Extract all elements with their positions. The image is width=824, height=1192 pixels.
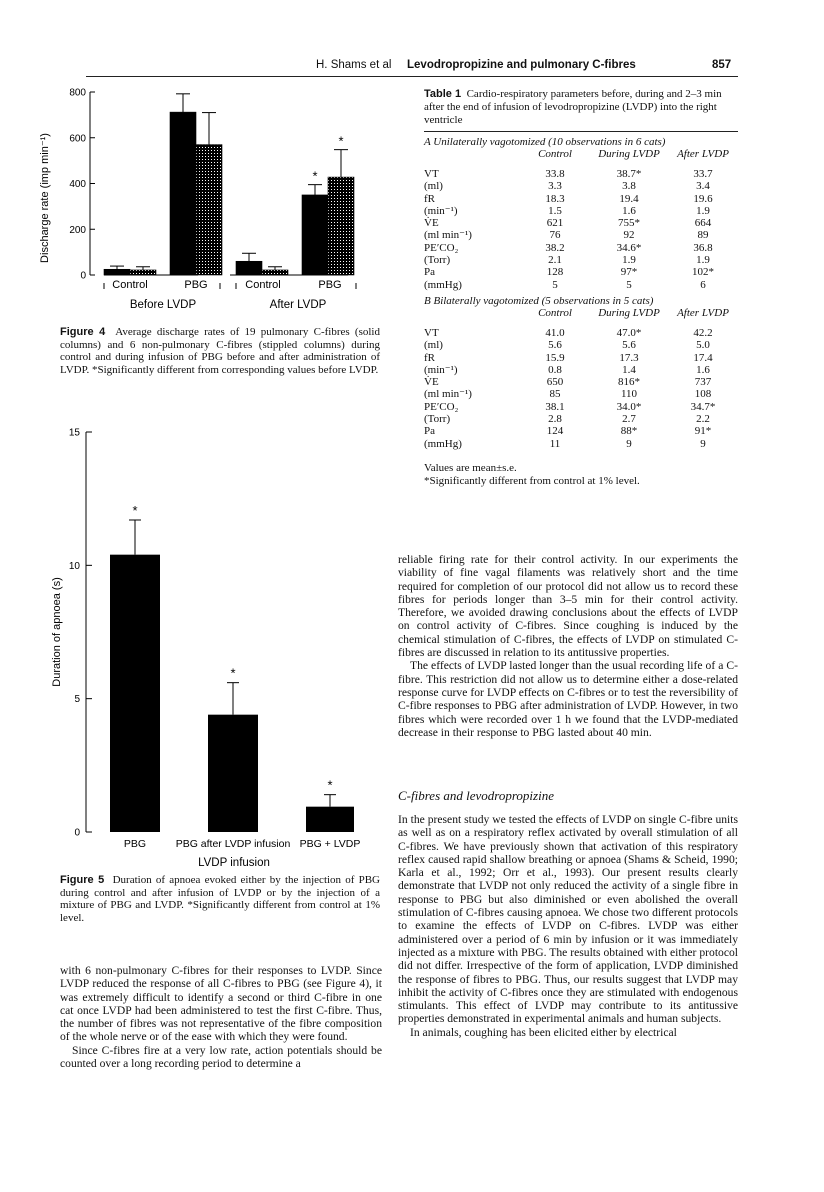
table-cell: 41.0 xyxy=(545,326,565,339)
table-1-notes xyxy=(424,462,738,488)
table-row xyxy=(424,217,738,229)
column-header-control: Control xyxy=(538,306,572,319)
figure-4-caption-label: Figure 4 xyxy=(60,326,106,338)
figure-5-bar xyxy=(110,555,160,832)
column-header-during: During LVDP xyxy=(598,148,660,160)
table-cell: 5.6 xyxy=(548,339,562,352)
row-label: (mmHg) xyxy=(424,278,462,291)
table-1-rule xyxy=(424,131,738,132)
table-cell: 38.1 xyxy=(545,400,565,413)
figure-5-y-tick-label: 0 xyxy=(74,827,80,839)
row-label: (ml) xyxy=(424,339,443,352)
right-column-text-upper xyxy=(398,553,738,739)
figure-5-bar xyxy=(208,715,258,832)
figure-5-caption xyxy=(60,874,380,924)
table-cell: 0.8 xyxy=(548,363,562,376)
column-header-after: After LVDP xyxy=(677,306,729,319)
table-1-section-a-title: A Unilaterally vagotomized (10 observations in 6 cats) xyxy=(424,136,666,148)
figure-5-xlabel: LVDP infusion xyxy=(198,857,270,869)
row-label: (ml min⁻¹) xyxy=(424,388,472,401)
table-1-column-headers-b xyxy=(424,307,738,319)
table-row xyxy=(424,425,738,437)
figure-4-y-tick-label: 0 xyxy=(80,270,86,282)
figure-4-bar xyxy=(104,269,130,275)
table-row xyxy=(424,376,738,388)
header-authors: H. Shams et al xyxy=(316,59,392,71)
row-label: Pa xyxy=(424,266,435,279)
table-cell: 110 xyxy=(620,388,638,401)
figure-4-caption-text: Average discharge rates of 19 pulmonary C-fibres (solid columns) and 6 non-pulmonary C-fibres (stippled columns) during control and during infusion of PBG before and after administration of LVDP. *Significantly different from corresponding values before LVDP. xyxy=(60,326,380,376)
header-rule xyxy=(86,76,738,77)
table-cell: 97* xyxy=(620,266,638,279)
table-cell: 650 xyxy=(546,376,564,389)
table-cell: 5.6 xyxy=(622,339,636,352)
figure-5-y-tick-label: 10 xyxy=(68,560,80,572)
table-cell: 5 xyxy=(626,278,632,291)
figure-5-y-tick-label: 15 xyxy=(68,427,80,439)
table-cell: 34.0* xyxy=(616,400,642,413)
table-cell: 11 xyxy=(549,437,561,450)
figure-4-label-control-before: Control xyxy=(112,279,148,291)
row-label: fR xyxy=(424,192,435,205)
table-row xyxy=(424,413,738,425)
right-column-text-lower xyxy=(398,813,738,1039)
table-row xyxy=(424,352,738,364)
table-cell: 85 xyxy=(549,388,561,401)
figure-4-y-tick-label: 200 xyxy=(69,224,86,236)
table-cell: 1.4 xyxy=(622,363,636,376)
header-running-title: Levodropropizine and pulmonary C-fibres xyxy=(407,59,636,71)
page-number: 857 xyxy=(712,59,732,71)
table-1-note-values: Values are mean±s.e. xyxy=(424,461,517,474)
table-1-title: Cardio-respiratory parameters before, during and 2–3 min after the end of infusion of levodropropizine (LVDP) into the right ventricle xyxy=(424,88,722,126)
table-cell: 108 xyxy=(694,388,712,401)
table-1-label: Table 1 xyxy=(424,88,462,100)
table-row xyxy=(424,205,738,217)
figure-4-y-tick-label: 400 xyxy=(69,179,86,190)
table-cell: 38.7* xyxy=(616,168,642,180)
table-row xyxy=(424,180,738,192)
figure-4-significance-marker: * xyxy=(312,168,318,184)
row-label: (mmHg) xyxy=(424,437,462,450)
row-label: fR xyxy=(424,351,435,364)
figure-5-ylabel: Duration of apnoea (s) xyxy=(51,577,63,687)
table-cell: 18.3 xyxy=(545,192,565,205)
column-header-after: After LVDP xyxy=(677,148,729,160)
table-cell: 47.0* xyxy=(616,326,642,339)
row-label: PE′CO₂ xyxy=(424,241,459,254)
table-cell: 88* xyxy=(620,425,638,438)
row-label: (min⁻¹) xyxy=(424,363,458,376)
table-cell: 3.3 xyxy=(548,180,562,193)
section-heading: C-fibres and levodropropizine xyxy=(398,788,554,803)
table-cell: 102* xyxy=(692,266,714,279)
paragraph: The effects of LVDP lasted longer than the usual recording life of a C-fibre. This restriction did not allow us to determine either a dose-related response curve for LVDP effects on C-fibres or to test the reversibility of C-fibre responses to PBG after administration of LVDP. However, in two fibres which were recorded over 1 h we found that the LVDP-mediated decrease in their response to PBG lasted about 40 min. xyxy=(398,659,738,739)
paragraph: In the present study we tested the effects of LVDP on single C-fibre units as well as on a respiratory reflex activated by overall stimulation of all C-fibres. We have previously shown that activation of this respiratory reflex caused rapid shallow breathing or apnoea (Shams & Scheid, 1990; Karla et al., 1992; Orr et al., 1993). Our present results clearly demonstrate that LVDP not only reduced the activity of a single fibre in response to PBG but also diminished or even abolished the overall stimulation of C-fibres causing apnoea. We chose two different protocols to examine the effects of LVDP on C-fibres. LVDP was either administered over a period of 6 min by infusion or it was immediately injected as a mixture with PBG. The results obtained with either protocol did not differ. Irrespective of the form of application, LVDP diminished the response of fibres to PBG. Thus, our results suggest that LVDP may inhibit the activity of C-fibres once they are stimulated with endogenous stimulants. This effect of LVDP may contribute to its antitussive properties demonstrated in experimental animals and human subjects. xyxy=(398,813,738,1026)
paragraph: In animals, coughing has been elicited either by electrical xyxy=(410,1025,677,1039)
table-row xyxy=(424,364,738,376)
figure-5-chart xyxy=(30,420,390,870)
figure-4-bar xyxy=(262,270,288,275)
figure-5-category-label: PBG xyxy=(123,838,147,850)
table-cell: 5 xyxy=(552,278,558,291)
table-cell: 33.7 xyxy=(693,168,713,180)
column-header-during: During LVDP xyxy=(598,306,660,319)
table-row xyxy=(424,242,738,254)
table-cell: 76 xyxy=(549,229,561,242)
table-row xyxy=(424,438,738,450)
figure-4-chart xyxy=(30,80,400,310)
paragraph: reliable firing rate for their control activity. In our experiments the viability of fine vagal filaments was relatively short and the time required for completion of our protocol did not allow us to record these fibres for periods longer than 3–5 min for their control activity. Therefore, we avoided drawing conclusions about the effects of LVDP on control activity of C-fibres. Since coughing is induced by the chemical stimulation of C-fibres, the effects of LVDP on stimulated C-fibres are discussed in relation to its antitussive properties. xyxy=(398,553,738,660)
figure-4-bar xyxy=(170,112,196,275)
table-cell: 34.6* xyxy=(616,241,642,254)
figure-4-caption xyxy=(60,326,380,376)
figure-4-significance-marker: * xyxy=(338,133,344,149)
figure-4-bar xyxy=(236,261,262,275)
figure-5-caption-text: Duration of apnoea evoked either by the injection of PBG during control and after infusion of LVDP or by the injection of a mixture of PBG and LVDP. *Significantly different from control at 1% level. xyxy=(60,874,380,924)
table-cell: 3.4 xyxy=(696,180,710,193)
figure-4-bar xyxy=(130,270,156,275)
table-row xyxy=(424,254,738,266)
table-cell: 42.2 xyxy=(693,326,713,339)
table-cell: 124 xyxy=(546,425,564,438)
table-cell: 19.6 xyxy=(693,192,713,205)
table-row xyxy=(424,193,738,205)
table-cell: 38.2 xyxy=(545,241,565,254)
table-row xyxy=(424,168,738,180)
table-cell: 2.1 xyxy=(548,254,562,267)
figure-5-y-tick-label: 5 xyxy=(74,694,80,706)
row-label: VT xyxy=(424,168,439,180)
row-label: VT xyxy=(424,326,439,339)
row-label: (Torr) xyxy=(424,254,451,267)
figure-4-bar xyxy=(302,195,328,275)
figure-4-label-control-after: Control xyxy=(245,279,281,291)
row-label: V̇E xyxy=(424,217,439,230)
column-header-control: Control xyxy=(538,148,572,160)
table-cell: 755* xyxy=(618,217,640,230)
row-label: (Torr) xyxy=(424,413,451,426)
table-cell: 36.8 xyxy=(693,241,713,254)
table-cell: 1.9 xyxy=(696,204,710,217)
paragraph: Since C-fibres fire at a very low rate, action potentials should be counted over a long recording period to determine a xyxy=(60,1043,382,1071)
table-row xyxy=(424,327,738,339)
figure-4-group-after: After LVDP xyxy=(269,299,327,310)
table-cell: 5.0 xyxy=(696,339,710,352)
table-cell: 91* xyxy=(694,425,712,438)
figure-5-category-label: PBG after LVDP infusion xyxy=(175,838,291,850)
table-cell: 1.6 xyxy=(696,363,710,376)
table-row xyxy=(424,229,738,241)
figure-5-significance-marker: * xyxy=(132,503,138,518)
table-cell: 1.9 xyxy=(622,254,636,267)
table-cell: 19.4 xyxy=(619,192,639,205)
table-1 xyxy=(424,88,738,488)
table-cell: 17.4 xyxy=(693,351,713,364)
table-cell: 1.5 xyxy=(548,204,562,217)
table-cell: 128 xyxy=(546,266,564,279)
row-label: (min⁻¹) xyxy=(424,204,458,217)
paragraph: with 6 non-pulmonary C-fibres for their responses to LVDP. Since LVDP reduced the response of all C-fibres to PBG (see Figure 4), it was extremely difficult to identify a second or third C-fibre in one cat once LVDP had been administered to test the first C-fibre. Thus, the number of fibres was not representative of the fibre composition of the whole nerve or of the ease with which they were found. xyxy=(60,964,382,1044)
figure-5-caption-label: Figure 5 xyxy=(60,874,105,886)
left-column-text xyxy=(60,964,382,1070)
table-cell: 2.7 xyxy=(622,413,636,426)
table-cell: 2.8 xyxy=(548,413,562,426)
figure-5-significance-marker: * xyxy=(327,777,333,793)
table-1-section-b-title: B Bilaterally vagotomized (5 observations in 5 cats) xyxy=(424,294,654,307)
table-cell: 34.7* xyxy=(690,400,716,413)
figure-4-y-tick-label: 600 xyxy=(69,133,86,145)
row-label: V̇E xyxy=(424,376,439,389)
table-cell: 737 xyxy=(694,376,712,389)
figure-4-label-pbg-after: PBG xyxy=(318,279,342,291)
table-cell: 17.3 xyxy=(619,351,639,364)
table-cell: 9 xyxy=(626,437,632,450)
row-label: (ml min⁻¹) xyxy=(424,229,472,242)
figure-4-ylabel: Discharge rate (imp min⁻¹) xyxy=(39,133,51,263)
table-cell: 33.8 xyxy=(545,168,565,180)
table-cell: 15.9 xyxy=(545,351,565,364)
table-cell: 3.8 xyxy=(622,180,636,193)
figure-5-significance-marker: * xyxy=(230,665,236,681)
table-cell: 816* xyxy=(618,376,640,389)
figure-4-y-tick-label: 800 xyxy=(69,87,86,99)
table-cell: 1.9 xyxy=(696,254,710,267)
row-label: Pa xyxy=(424,425,435,438)
figure-4-group-before: Before LVDP xyxy=(129,299,197,310)
running-header xyxy=(0,59,824,77)
table-cell: 92 xyxy=(623,229,635,242)
table-1-title-block xyxy=(424,88,738,127)
table-row xyxy=(424,266,738,278)
table-cell: 9 xyxy=(700,437,706,450)
table-1-column-headers-a xyxy=(424,148,738,160)
row-label: PE′CO₂ xyxy=(424,400,459,413)
table-cell: 2.2 xyxy=(696,413,710,426)
table-row xyxy=(424,279,738,291)
table-1-section-a-rows xyxy=(424,168,738,291)
table-row xyxy=(424,401,738,413)
figure-4-label-pbg-before: PBG xyxy=(184,279,208,291)
figure-4-bar xyxy=(328,177,354,275)
table-1-section-b-rows xyxy=(424,327,738,450)
table-cell: 6 xyxy=(700,278,706,291)
figure-5-category-label: PBG + LVDP xyxy=(299,838,361,850)
figure-4-bar xyxy=(196,145,222,275)
table-cell: 664 xyxy=(694,217,712,230)
table-1-note-significance: *Significantly different from control at 1% level. xyxy=(424,474,640,487)
table-row xyxy=(424,388,738,400)
table-row xyxy=(424,339,738,351)
table-cell: 89 xyxy=(697,229,709,242)
table-cell: 1.6 xyxy=(622,204,636,217)
figure-5-bar xyxy=(306,807,354,832)
table-cell: 621 xyxy=(546,217,564,230)
row-label: (ml) xyxy=(424,180,443,193)
